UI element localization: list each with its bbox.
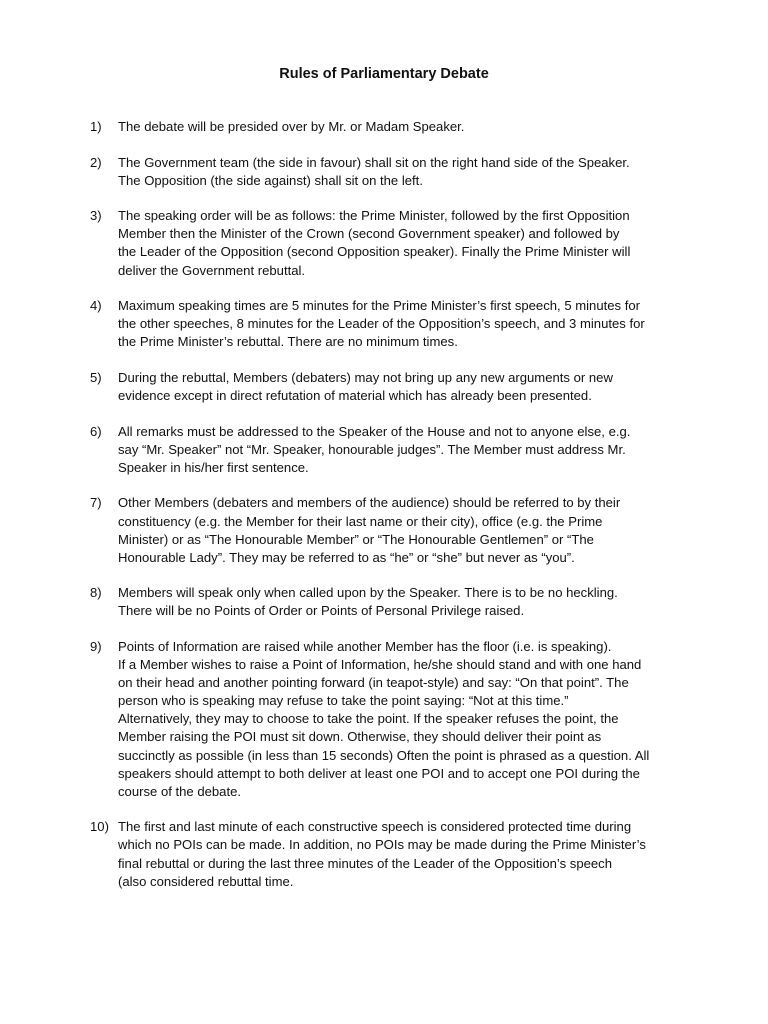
rule-number: 10) (90, 819, 109, 835)
rule-item (90, 154, 680, 190)
rule-item (90, 118, 680, 136)
rule-text: Maximum speaking times are 5 minutes for the Prime Minister’s first speech, 5 minutes for the other speeches, 8 minutes for the Leader of the Opposition’s speech, and 3 minutes for the Prime Minister’s rebuttal. There are no minimum times. (118, 298, 645, 350)
rule-number: 3) (90, 208, 102, 224)
rules-list (90, 118, 680, 908)
rule-number: 2) (90, 154, 102, 170)
rule-text: The debate will be presided over by Mr. or Madam Speaker. (118, 119, 465, 134)
document-title: Rules of Parliamentary Debate (279, 66, 489, 82)
rule-number: 9) (90, 638, 102, 654)
rule-item (90, 818, 680, 890)
rule-number: 1) (90, 119, 102, 134)
rule-text: During the rebuttal, Members (debaters) may not bring up any new arguments or new evidence except in direct refutation of material which has already been presented. (118, 369, 613, 404)
rule-text: Points of Information are raised while another Member has the floor (i.e. is speaking). If a Member wishes to raise a Point of Information, he/she should stand and with one hand on their head and another pointing forward (in teapot-style) and say: “On that point”. The person who is speaking may refuse to take the point saying: “Not at this time.” Alternatively, they may to choose to take the point. If the speaker refuses the point, the Member raising the POI must sit down. Otherwise, they should deliver their point as succinctly as possible (in less than 15 seconds) Often the point is phrased as a question. All speakers should attempt to both deliver at least one POI and to accept one POI during the course of the debate. (118, 638, 650, 799)
rule-text: Other Members (debaters and members of the audience) should be referred to by their constituency (e.g. the Member for their last name or their city), office (e.g. the Prime Minister) or as “The Honourable Member” or “The Honourable Gentlemen” or “The Honourable Lady”. They may be referred to as “he” or “she” but never as “you”. (118, 495, 621, 565)
rule-number: 8) (90, 585, 102, 601)
rule-text: The first and last minute of each constructive speech is considered protected time during which no POIs can be made. In addition, no POIs may be made during the Prime Minister’s final rebuttal or during the last three minutes of the Leader of the Opposition’s speech (also considered rebuttal time. (118, 819, 646, 889)
rule-item (90, 297, 680, 351)
rule-number: 7) (90, 495, 102, 511)
rule-item (90, 494, 680, 566)
rule-item (90, 638, 680, 801)
rule-text: The Government team (the side in favour) shall sit on the right hand side of the Speaker. The Opposition (the side against) shall sit on the left. (118, 154, 630, 188)
rule-number: 5) (90, 369, 102, 385)
rule-text: The speaking order will be as follows: the Prime Minister, followed by the first Opposition Member then the Minister of the Crown (second Government speaker) and followed by the Leader of the Opposition (second Opposition speaker). Finally the Prime Minister will deliver the Government rebuttal. (118, 208, 631, 278)
rule-item (90, 423, 680, 477)
rule-number: 6) (90, 423, 102, 439)
rule-item (90, 369, 680, 405)
rule-text: Members will speak only when called upon by the Speaker. There is to be no heckling. There will be no Points of Order or Points of Personal Privilege raised. (118, 585, 618, 619)
rule-number: 4) (90, 298, 102, 314)
rule-item (90, 584, 680, 620)
rule-item (90, 207, 680, 279)
rule-text: All remarks must be addressed to the Speaker of the House and not to anyone else, e.g. say “Mr. Speaker” not “Mr. Speaker, honourable judges”. The Member must address Mr. Speaker in his/her first sentence. (118, 423, 631, 475)
